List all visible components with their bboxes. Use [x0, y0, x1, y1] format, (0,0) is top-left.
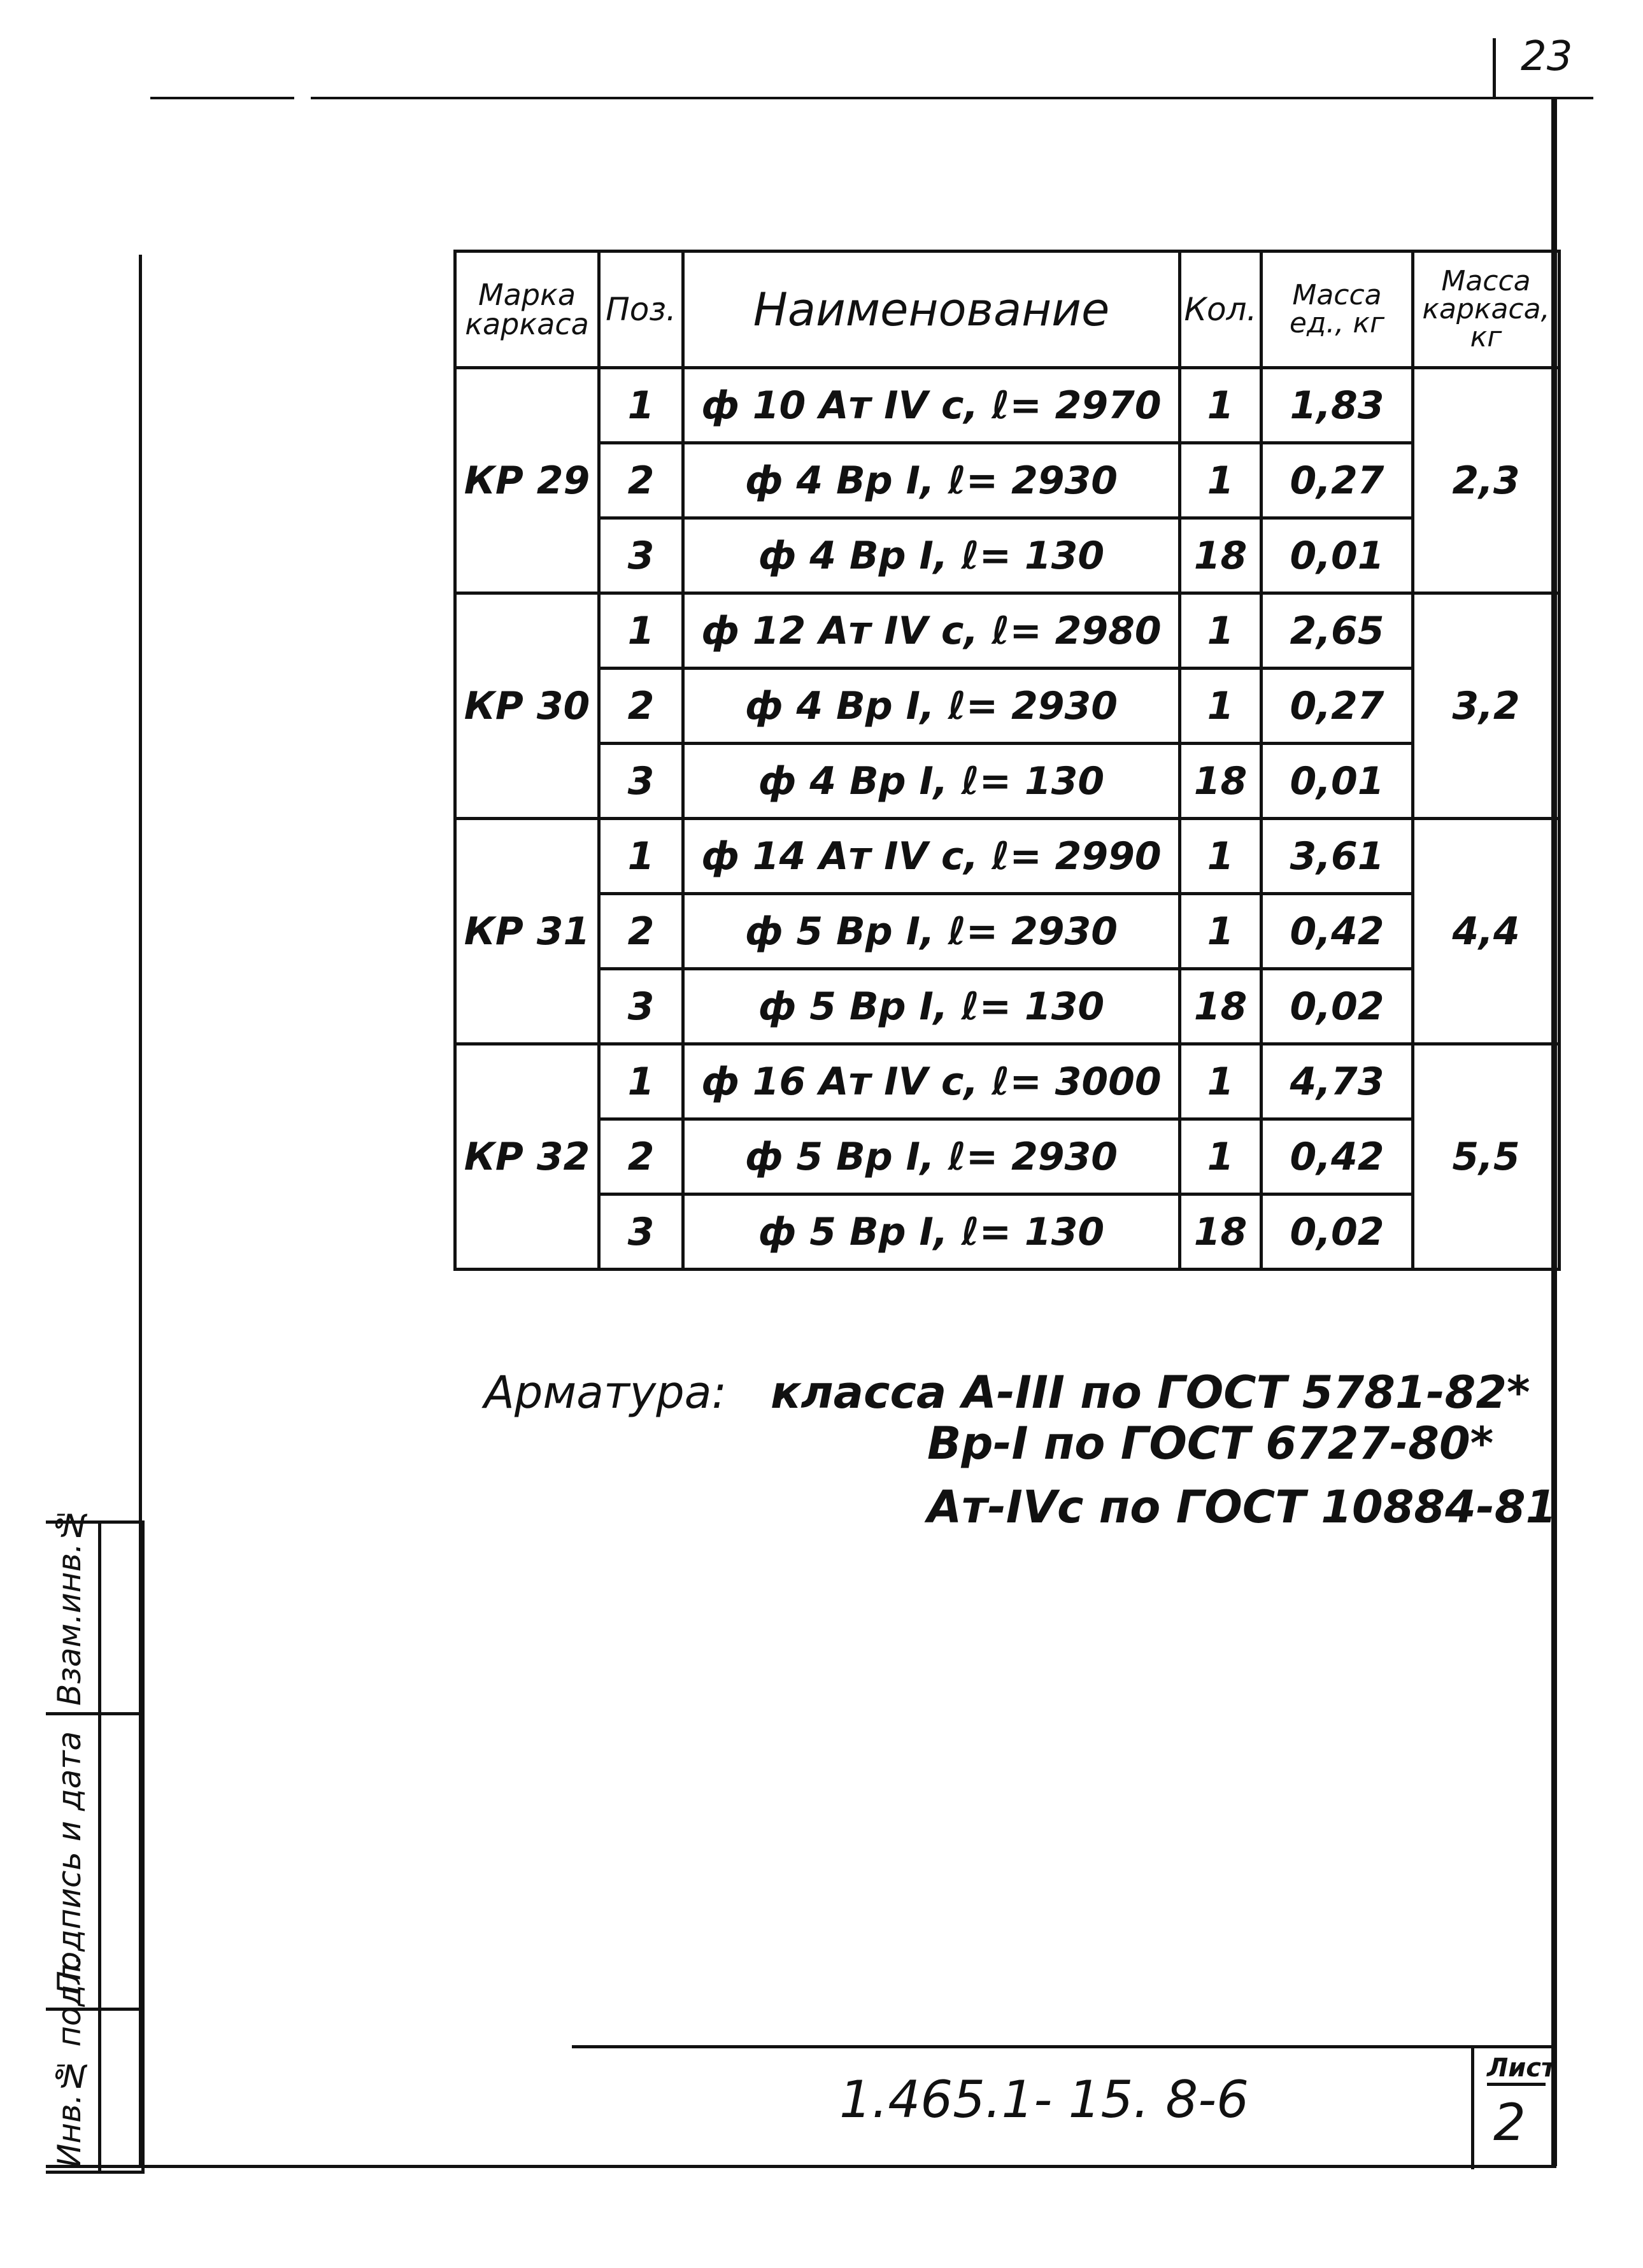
name-cell: ф 5 Вр I, ℓ= 2930 [683, 1119, 1180, 1194]
notes-line: класса А-III по ГОСТ 5781-82* [771, 1366, 1530, 1419]
frame-mark-cell: КР 29 [455, 368, 599, 593]
frame-mark-cell: КР 32 [455, 1044, 599, 1270]
table-row [455, 969, 1560, 1044]
unit-mass-cell: 1,83 [1262, 368, 1413, 443]
table-row [455, 894, 1560, 969]
sheet-label: Лист [1487, 2053, 1546, 2086]
stamp-label-signature: Подпись и дата [51, 1731, 88, 1995]
header-frame-mark: Марка каркаса [455, 252, 599, 368]
quantity-cell: 18 [1180, 969, 1262, 1044]
table-row [455, 443, 1560, 518]
stamp-label-replace-inv: Взам.инв.№ [51, 1506, 88, 1706]
name-cell: ф 5 Вр I, ℓ= 2930 [683, 894, 1180, 969]
stamp-label-inv-orig: Инв.№ подл. [51, 1953, 88, 2167]
name-cell: ф 16 Ат IV с, ℓ= 3000 [683, 1044, 1180, 1119]
frame-mark-cell: КР 31 [455, 819, 599, 1044]
unit-mass-cell: 0,02 [1262, 1194, 1413, 1270]
header-unit-mass: Масса ед., кг [1262, 252, 1413, 368]
name-cell: ф 4 Вр I, ℓ= 130 [683, 518, 1180, 593]
quantity-cell: 1 [1180, 819, 1262, 894]
position-cell: 2 [599, 443, 683, 518]
header-position: Поз. [599, 252, 683, 368]
sheet-box [1471, 2048, 1556, 2169]
notes-label: Арматура: [484, 1366, 727, 1419]
frame-mass-cell: 4,4 [1413, 819, 1560, 1044]
quantity-cell: 1 [1180, 368, 1262, 443]
unit-mass-cell: 0,01 [1262, 744, 1413, 819]
stamp-cell-inv-orig [46, 1953, 141, 2174]
notes-line: Вр-I по ГОСТ 6727-80* [927, 1417, 1494, 1470]
position-cell: 3 [599, 518, 683, 593]
quantity-cell: 18 [1180, 518, 1262, 593]
quantity-cell: 1 [1180, 443, 1262, 518]
table-row [455, 669, 1560, 744]
quantity-cell: 18 [1180, 744, 1262, 819]
name-cell: ф 4 Вр I, ℓ= 130 [683, 744, 1180, 819]
title-block [572, 2045, 1556, 2169]
top-rule-left [150, 97, 294, 99]
position-cell: 1 [599, 1044, 683, 1119]
position-cell: 1 [599, 368, 683, 443]
position-cell: 3 [599, 1194, 683, 1270]
unit-mass-cell: 0,42 [1262, 894, 1413, 969]
table-row [455, 518, 1560, 593]
position-cell: 2 [599, 1119, 683, 1194]
header-frame-mass: Масса каркаса, кг [1413, 252, 1560, 368]
header-name: Наименование [683, 252, 1180, 368]
name-cell: ф 12 Ат IV с, ℓ= 2980 [683, 593, 1180, 669]
stamp-cell-replace-inv [46, 1506, 141, 1712]
quantity-cell: 1 [1180, 1119, 1262, 1194]
page-number: 23 [1521, 33, 1573, 80]
unit-mass-cell: 0,42 [1262, 1119, 1413, 1194]
position-cell: 3 [599, 969, 683, 1044]
specification-table [453, 250, 1561, 1271]
table-row [455, 1044, 1560, 1119]
quantity-cell: 1 [1180, 1044, 1262, 1119]
table-row [455, 1194, 1560, 1270]
frame-mass-cell: 3,2 [1413, 593, 1560, 819]
unit-mass-cell: 0,01 [1262, 518, 1413, 593]
quantity-cell: 1 [1180, 593, 1262, 669]
name-cell: ф 5 Вр I, ℓ= 130 [683, 1194, 1180, 1270]
name-cell: ф 14 Ат IV с, ℓ= 2990 [683, 819, 1180, 894]
unit-mass-cell: 2,65 [1262, 593, 1413, 669]
table-row [455, 368, 1560, 443]
position-cell: 1 [599, 593, 683, 669]
name-cell: ф 4 Вр I, ℓ= 2930 [683, 669, 1180, 744]
quantity-cell: 18 [1180, 1194, 1262, 1270]
position-cell: 2 [599, 669, 683, 744]
header-quantity: Кол. [1180, 252, 1262, 368]
table-row [455, 819, 1560, 894]
name-cell: ф 10 Ат IV с, ℓ= 2970 [683, 368, 1180, 443]
approval-stamp [46, 1506, 145, 2174]
quantity-cell: 1 [1180, 669, 1262, 744]
position-cell: 1 [599, 819, 683, 894]
unit-mass-cell: 0,27 [1262, 443, 1413, 518]
frame-mark-cell: КР 30 [455, 593, 599, 819]
page-number-divider [1493, 38, 1496, 97]
table-row [455, 1119, 1560, 1194]
position-cell: 3 [599, 744, 683, 819]
unit-mass-cell: 4,73 [1262, 1044, 1413, 1119]
notes-line: Ат-IVс по ГОСТ 10884-81 [927, 1481, 1557, 1533]
table-row [455, 593, 1560, 669]
sheet-number: 2 [1493, 2093, 1526, 2152]
table-header-row [455, 252, 1560, 368]
frame-mass-cell: 5,5 [1413, 1044, 1560, 1270]
unit-mass-cell: 0,02 [1262, 969, 1413, 1044]
frame-mass-cell: 2,3 [1413, 368, 1560, 593]
name-cell: ф 4 Вр I, ℓ= 2930 [683, 443, 1180, 518]
unit-mass-cell: 0,27 [1262, 669, 1413, 744]
document-code: 1.465.1- 15. 8-6 [839, 2070, 1249, 2129]
name-cell: ф 5 Вр I, ℓ= 130 [683, 969, 1180, 1044]
table-row [455, 744, 1560, 819]
unit-mass-cell: 3,61 [1262, 819, 1413, 894]
quantity-cell: 1 [1180, 894, 1262, 969]
position-cell: 2 [599, 894, 683, 969]
top-rule-right [311, 97, 1593, 99]
